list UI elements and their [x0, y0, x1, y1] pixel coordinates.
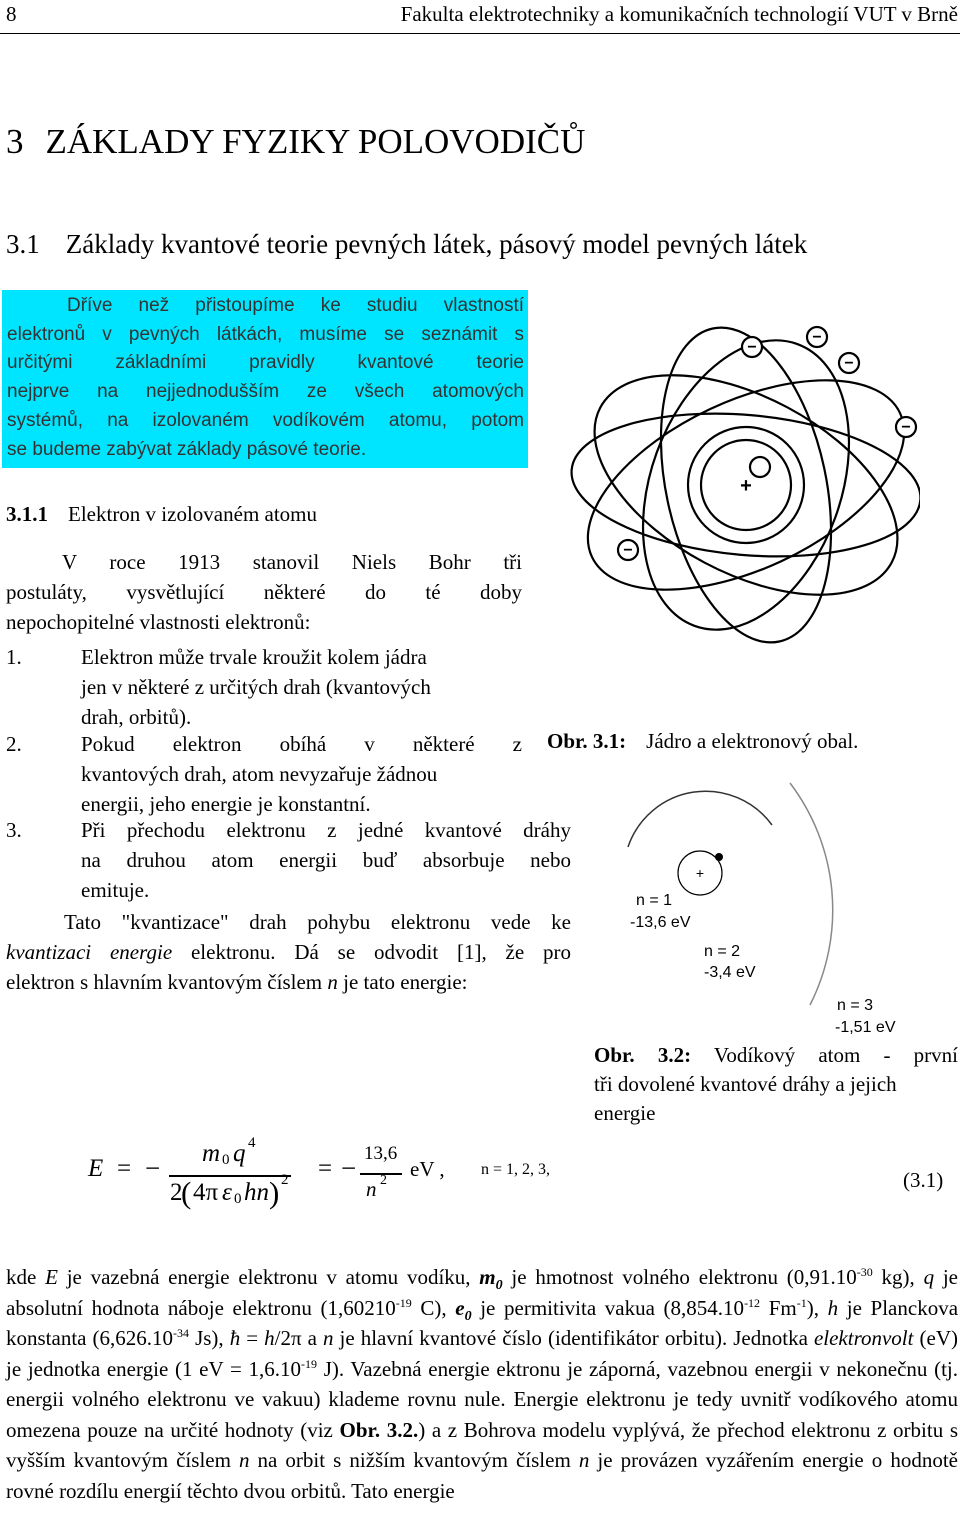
- paragraph-segment: je permitivita vakua (8,854.10: [471, 1295, 745, 1320]
- quant-line: [6, 937, 571, 967]
- highlight-line: Dříve než přistoupíme ke studiu vlastností: [67, 295, 524, 316]
- paragraph-segment: m: [479, 1265, 496, 1289]
- paragraph-segment: e: [455, 1295, 465, 1320]
- eq-value: 13,6: [364, 1143, 398, 1164]
- paragraph-segment: E: [45, 1265, 58, 1289]
- level-n1-label: n = 1: [636, 892, 673, 909]
- paragraph-segment: je vazebná energie elektronu v atomu vodíku,: [57, 1265, 480, 1289]
- quant-text: elektron s hlavním kvantovým číslem: [6, 970, 328, 994]
- paragraph-segment: 0: [464, 1308, 472, 1324]
- eq-den-hn: hn: [244, 1179, 269, 1206]
- paragraph-segment: kg),: [872, 1265, 924, 1289]
- paragraph-segment: je hlavní kvantové číslo (identifikátor orbitu). Jednotka: [333, 1326, 814, 1350]
- paragraph-segment: n: [239, 1448, 250, 1472]
- paragraph-segment: je provázen vyzářením energie o hodnotě rovné rozdílu energií těchto dvou orbitů. Tato energie: [6, 1448, 958, 1503]
- electron-minus-icon: −: [844, 355, 854, 372]
- postulate-line: na druhou atom energii buď absorbuje nebo: [81, 848, 571, 872]
- orbit-n3: [790, 783, 833, 1005]
- fig1-caption-text: Jádro a elektronový obal.: [646, 729, 859, 753]
- postulate-line: energii, jeho energie je konstantní.: [81, 792, 371, 816]
- electron-minus-icon: −: [901, 419, 911, 436]
- chapter-number: 3: [6, 122, 24, 161]
- paragraph-segment: -30: [856, 1265, 873, 1279]
- section-heading: [6, 229, 807, 260]
- eq-den-paren: ): [269, 1175, 280, 1210]
- level-n3-label: n = 3: [837, 997, 874, 1014]
- paragraph-segment: =: [240, 1326, 265, 1350]
- paragraph-segment: je Planckova konstanta (6,626.10: [6, 1295, 959, 1350]
- running-header: Fakulta elektrotechniky a komunikačních technologií VUT v Brně: [400, 2, 958, 26]
- postulate-line: Při přechodu elektronu z jedné kvantové dráhy: [81, 818, 571, 842]
- subsection-title: Elektron v izolovaném atomu: [68, 502, 318, 526]
- postulate-1: [6, 642, 522, 732]
- level-n3-energy: -1,51 eV: [835, 1019, 896, 1036]
- postulate-line: drah, orbitů).: [81, 705, 192, 729]
- fig1-caption: [547, 729, 858, 754]
- eq-num-exp: 4: [248, 1135, 256, 1151]
- eq-value-den-exp: 2: [380, 1173, 387, 1188]
- fig1-label: Obr. 3.1:: [547, 729, 627, 753]
- intro-paragraph: [6, 547, 522, 637]
- postulate-number: 2.: [6, 732, 22, 756]
- electron-minus-icon: −: [747, 339, 757, 356]
- level-n2-energy: -3,4 eV: [704, 964, 756, 981]
- level-n1-energy: -13,6 eV: [630, 914, 691, 931]
- electron-dot: [715, 853, 723, 861]
- paragraph-segment: /2π a: [274, 1326, 323, 1350]
- section-title: Základy kvantové teorie pevných látek, pásový model pevných látek: [65, 229, 808, 259]
- eq-den-eps: ε: [222, 1179, 232, 1206]
- eq-den-4pi: 4π: [193, 1179, 219, 1206]
- atom-figure: [560, 300, 920, 680]
- paragraph-segment: -19: [301, 1356, 317, 1371]
- eq-den-2: 2: [170, 1179, 183, 1206]
- highlight-line: elektronů v pevných látkách, musíme se seznámit s: [7, 323, 524, 345]
- paragraph-segment: n: [578, 1448, 590, 1472]
- eq-unit: eV ,: [410, 1157, 445, 1181]
- paragraph-segment: -34: [173, 1326, 190, 1340]
- nucleus-plus-icon: +: [695, 865, 705, 881]
- intro-line: postuláty, vysvětlující některé do té doby: [6, 580, 522, 604]
- orbit-n2: [628, 791, 772, 847]
- highlight-line: systémů, na izolovaném vodíkovém atomu, potom: [7, 409, 524, 431]
- quantization-paragraph: [6, 907, 571, 997]
- electron-minus-icon: −: [623, 542, 633, 559]
- bottom-paragraph: [6, 1262, 958, 1506]
- fig2-caption-text: Vodíkový atom - první: [713, 1043, 958, 1067]
- paragraph-segment: (eV) je jednotka energie (1 eV = 1,6.10: [6, 1326, 958, 1381]
- quant-italic: kvantizaci energie: [6, 940, 173, 964]
- paragraph-segment: elektronvolt: [813, 1326, 914, 1350]
- paragraph-segment: 0: [495, 1278, 503, 1294]
- paragraph-segment: kde: [6, 1265, 46, 1289]
- eq-equals: =: [117, 1155, 132, 1182]
- paragraph-segment: na orbit s nižším kvantovým číslem: [249, 1448, 579, 1472]
- eq-value-den-n: n: [366, 1177, 377, 1201]
- paragraph-segment: Obr. 3.2.: [339, 1417, 419, 1442]
- postulate-2: [6, 729, 522, 819]
- quant-n: n: [327, 970, 338, 994]
- quant-line: Tato "kvantizace" drah pohybu elektronu vede ke: [64, 910, 571, 934]
- eq-minus: −: [341, 1153, 357, 1183]
- fig2-caption-line: energie: [594, 1101, 656, 1125]
- paragraph-segment: Js),: [189, 1326, 230, 1350]
- paragraph-segment: -19: [395, 1295, 412, 1310]
- highlight-line: určitými základními pravidly kvantové teorie: [7, 352, 524, 374]
- eq-den-eps-sub: 0: [234, 1191, 242, 1207]
- electron-icon: [750, 457, 770, 477]
- level-n2-label: n = 2: [704, 943, 741, 960]
- highlight-paragraph: [7, 292, 524, 464]
- paragraph-segment: n: [322, 1326, 334, 1350]
- postulate-number: 3.: [6, 818, 22, 842]
- eq-den-paren: (: [181, 1175, 192, 1210]
- quant-line: [6, 967, 571, 997]
- fig2-caption: [594, 1041, 958, 1128]
- postulate-line: jen v některé z určitých drah (kvantových: [81, 675, 431, 699]
- eq-num-q: q: [233, 1140, 246, 1167]
- postulate-number: 1.: [6, 645, 22, 669]
- eq-E: E: [88, 1155, 104, 1182]
- postulate-line: Pokud elektron obíhá v některé z: [81, 732, 522, 756]
- paragraph-segment: J). Vazebná energie ektronu je záporná, vazebnou energii v nekonečnu (tj. energii volného elektronu ve vakuu) klademe rovnu nule. Energie elektronu je tedy uvnitř vodíkového atomu omezena pouze na určité hodnoty (viz: [6, 1356, 958, 1442]
- equation-3-1: [0, 1135, 960, 1225]
- postulate-3: [6, 815, 571, 905]
- eq-num-sub: 0: [222, 1152, 230, 1168]
- postulate-line: emituje.: [81, 878, 150, 902]
- section-number: 3.1: [6, 229, 40, 259]
- intro-line: nepochopitelné vlastnosti elektronů:: [6, 610, 311, 634]
- chapter-title: ZÁKLADY FYZIKY POLOVODIČŮ: [45, 122, 586, 161]
- paragraph-segment: ) a z Bohrova modelu vyplývá, že přechod elektronu z orbitu s vyšším kvantovým číslem: [6, 1417, 958, 1472]
- chapter-heading: [6, 122, 585, 162]
- paragraph-segment: je hmotnost volného elektronu (0,91.10: [502, 1265, 857, 1289]
- paragraph-segment: h: [264, 1326, 275, 1350]
- postulate-line: Elektron může trvale kroužit kolem jádra: [81, 645, 427, 669]
- paragraph-segment: ħ: [229, 1326, 241, 1350]
- electron-minus-icon: −: [812, 329, 822, 346]
- nucleus-plus-icon: +: [740, 475, 752, 497]
- header-rule: [0, 33, 960, 34]
- eq-num-m: m: [202, 1140, 221, 1167]
- eq-n-range: n = 1, 2, 3,: [481, 1161, 551, 1178]
- paragraph-segment: -12: [744, 1295, 761, 1310]
- paragraph-segment: q: [923, 1265, 935, 1289]
- eq-equals: =: [318, 1155, 333, 1182]
- fig2-label: Obr. 3.2:: [594, 1043, 692, 1067]
- paragraph-segment: h: [827, 1295, 839, 1320]
- subsection-number: 3.1.1: [6, 502, 48, 526]
- eq-number: (3.1): [903, 1168, 944, 1192]
- highlight-line: nejprve na nejjednodušším ze všech atomových: [7, 381, 524, 403]
- fig2-caption-line: tři dovolené kvantové dráhy a jejich: [594, 1072, 897, 1096]
- paragraph-segment: -1: [796, 1295, 807, 1310]
- paragraph-segment: Fm: [760, 1295, 797, 1320]
- intro-line: V roce 1913 stanovil Niels Bohr tři: [62, 550, 522, 574]
- postulate-line: kvantových drah, atom nevyzařuje žádnou: [81, 762, 438, 786]
- bohr-orbits-figure: [600, 765, 960, 1055]
- page-number: 8: [6, 2, 17, 26]
- paragraph-segment: je absolutní hodnota náboje elektronu (1,60210: [6, 1265, 958, 1320]
- eq-minus: −: [145, 1153, 161, 1183]
- eq-den-exp: 2: [281, 1172, 289, 1188]
- fig2-caption-line: [594, 1041, 958, 1070]
- highlight-line: se budeme zabývat základy pásové teorie.: [7, 438, 367, 460]
- paragraph-segment: ),: [806, 1295, 828, 1320]
- paragraph-segment: C),: [411, 1295, 456, 1320]
- quant-text: je tato energie:: [337, 970, 468, 994]
- subsection-heading: [6, 502, 317, 527]
- quant-text: elektronu. Dá se odvodit [1], že pro: [172, 940, 571, 964]
